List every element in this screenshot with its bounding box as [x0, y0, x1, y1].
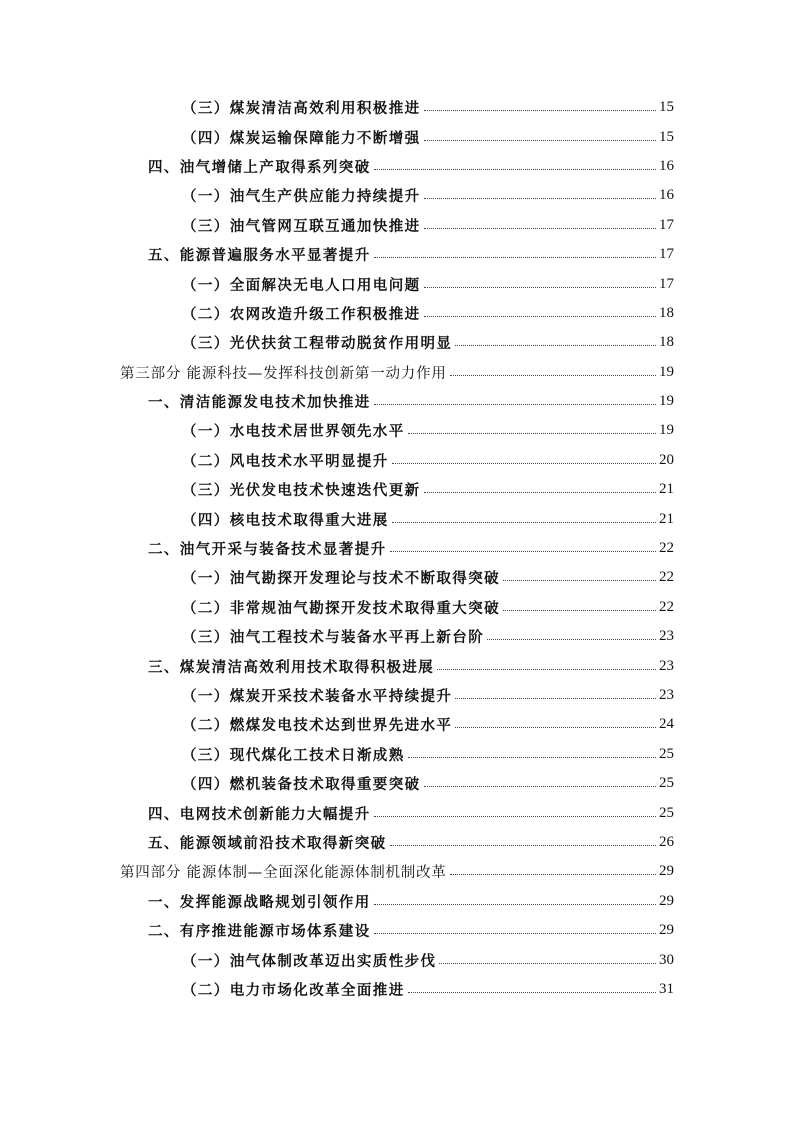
toc-subsection-entry[interactable] [0, 93, 674, 122]
toc-page-number: 15 [659, 128, 674, 145]
toc-subsection-entry[interactable] [0, 299, 674, 328]
toc-subsection-entry[interactable] [0, 681, 674, 710]
toc-entry-title: （二）电力市场化改革全面推进 [182, 981, 405, 999]
toc-subsection-entry[interactable] [0, 710, 674, 739]
toc-page-number: 30 [659, 951, 674, 968]
toc-entry-title: （二）农网改造升级工作积极推进 [182, 305, 421, 323]
toc-section-entry[interactable] [0, 152, 674, 181]
toc-section-entry[interactable] [0, 916, 674, 945]
toc-section-entry[interactable] [0, 887, 674, 916]
toc-entry-title: （三）现代煤化工技术日渐成熟 [182, 746, 405, 764]
toc-page-number: 16 [659, 187, 674, 204]
toc-entry-title: （三）油气工程技术与装备水平再上新台阶 [182, 629, 485, 647]
toc-entry-title: （二）非常规油气勘探开发技术取得重大突破 [182, 599, 500, 617]
toc-section-entry[interactable] [0, 651, 674, 680]
toc-entry-title: 四、油气增储上产取得系列突破 [148, 158, 371, 176]
toc-entry-title: 第三部分 能源科技—发挥科技创新第一动力作用 [120, 365, 447, 382]
toc-dot-leader [450, 874, 656, 875]
toc-entry-title: （一）油气勘探开发理论与技术不断取得突破 [182, 570, 500, 588]
toc-page-number: 17 [659, 216, 674, 233]
toc-dot-leader [390, 845, 657, 846]
toc-dot-leader [374, 816, 656, 817]
toc-dot-leader [455, 345, 656, 346]
toc-dot-leader [487, 639, 656, 640]
table-of-contents [0, 93, 794, 1004]
toc-page-number: 21 [659, 481, 674, 498]
toc-dot-leader [390, 551, 657, 552]
toc-page-number: 26 [659, 833, 674, 850]
toc-subsection-entry[interactable] [0, 740, 674, 769]
toc-subsection-entry[interactable] [0, 122, 674, 151]
toc-page-number: 24 [659, 716, 674, 733]
toc-dot-leader [424, 228, 657, 229]
toc-dot-leader [455, 698, 656, 699]
toc-dot-leader [437, 669, 656, 670]
toc-subsection-entry[interactable] [0, 269, 674, 298]
toc-entry-title: （一）油气体制改革迈出实质性步伐 [182, 952, 437, 970]
toc-subsection-entry[interactable] [0, 416, 674, 445]
toc-subsection-entry[interactable] [0, 211, 674, 240]
toc-page-number: 22 [659, 540, 674, 557]
toc-dot-leader [424, 786, 657, 787]
toc-entry-title: （一）煤炭开采技术装备水平持续提升 [182, 688, 453, 705]
toc-entry-title: 二、油气开采与装备技术显著提升 [148, 541, 387, 559]
toc-entry-title: （二）风电技术水平明显提升 [182, 452, 389, 470]
toc-page-number: 23 [659, 657, 674, 674]
toc-subsection-entry[interactable] [0, 328, 674, 357]
toc-page-number: 18 [659, 304, 674, 321]
toc-page-number: 15 [659, 99, 674, 116]
toc-section-entry[interactable] [0, 828, 674, 857]
toc-subsection-entry[interactable] [0, 593, 674, 622]
toc-entry-title: 一、清洁能源发电技术加快推进 [148, 394, 371, 412]
toc-page-number: 21 [659, 510, 674, 527]
toc-subsection-entry[interactable] [0, 475, 674, 504]
toc-dot-leader [392, 463, 656, 464]
toc-dot-leader [503, 610, 656, 611]
toc-dot-leader [424, 316, 657, 317]
toc-entry-title: 一、发挥能源战略规划引领作用 [148, 893, 371, 911]
toc-dot-leader [408, 992, 656, 993]
toc-entry-title: 三、煤炭清洁高效利用技术取得积极进展 [148, 658, 435, 676]
toc-entry-title: （三）光伏发电技术快速迭代更新 [182, 482, 421, 500]
toc-subsection-entry[interactable] [0, 181, 674, 210]
toc-page-number: 19 [659, 363, 674, 380]
toc-page-number: 29 [659, 863, 674, 880]
toc-page-number: 16 [659, 157, 674, 174]
toc-subsection-entry[interactable] [0, 769, 674, 798]
toc-page-number: 23 [659, 628, 674, 645]
toc-subsection-entry[interactable] [0, 945, 674, 974]
toc-dot-leader [424, 140, 657, 141]
toc-page-number: 22 [659, 598, 674, 615]
toc-subsection-entry[interactable] [0, 446, 674, 475]
toc-page-number: 31 [659, 980, 674, 997]
toc-dot-leader [424, 492, 657, 493]
toc-dot-leader [424, 287, 657, 288]
toc-page-number: 17 [659, 275, 674, 292]
toc-entry-title: 二、有序推进能源市场体系建设 [148, 923, 371, 941]
toc-page-number: 29 [659, 922, 674, 939]
toc-page-number: 19 [659, 422, 674, 439]
toc-dot-leader [374, 257, 656, 258]
toc-page-number: 25 [659, 775, 674, 792]
toc-entry-title: （二）燃煤发电技术达到世界先进水平 [182, 717, 453, 735]
toc-entry-title: 五、能源普遍服务水平显著提升 [148, 247, 371, 265]
toc-section-entry[interactable] [0, 240, 674, 269]
toc-subsection-entry[interactable] [0, 622, 674, 651]
toc-dot-leader [374, 933, 656, 934]
toc-subsection-entry[interactable] [0, 504, 674, 533]
toc-dot-leader [503, 580, 656, 581]
toc-entry-title: 五、能源领域前沿技术取得新突破 [148, 834, 387, 852]
toc-subsection-entry[interactable] [0, 563, 674, 592]
toc-dot-leader [374, 404, 656, 405]
toc-page-number: 17 [659, 246, 674, 263]
toc-entry-title: （一）水电技术居世界领先水平 [182, 423, 405, 441]
toc-page-number: 25 [659, 745, 674, 762]
toc-entry-title: （一）全面解决无电人口用电问题 [182, 276, 421, 294]
toc-part-entry[interactable] [0, 857, 674, 886]
toc-dot-leader [450, 375, 656, 376]
toc-entry-title: （四）核电技术取得重大进展 [182, 511, 389, 529]
toc-subsection-entry[interactable] [0, 975, 674, 1004]
toc-entry-title: （一）油气生产供应能力持续提升 [182, 188, 421, 206]
toc-dot-leader [439, 963, 656, 964]
toc-page-number: 29 [659, 892, 674, 909]
toc-entry-title: （四）煤炭运输保障能力不断增强 [182, 129, 421, 147]
toc-page-number: 18 [659, 334, 674, 351]
toc-section-entry[interactable] [0, 534, 674, 563]
toc-entry-title: 第四部分 能源体制—全面深化能源体制机制改革 [120, 865, 447, 882]
toc-dot-leader [424, 110, 657, 111]
toc-dot-leader [374, 169, 656, 170]
toc-entry-title: （三）光伏扶贫工程带动脱贫作用明显 [182, 335, 453, 353]
toc-page-number: 22 [659, 569, 674, 586]
toc-entry-title: 四、电网技术创新能力大幅提升 [148, 805, 371, 823]
toc-page-number: 20 [659, 451, 674, 468]
toc-part-entry[interactable] [0, 358, 674, 387]
toc-page-number: 19 [659, 393, 674, 410]
toc-entry-title: （三）油气管网互联互通加快推进 [182, 217, 421, 235]
toc-dot-leader [408, 433, 656, 434]
toc-section-entry[interactable] [0, 798, 674, 827]
toc-page-number: 23 [659, 687, 674, 703]
toc-page-number: 25 [659, 804, 674, 821]
toc-dot-leader [392, 522, 656, 523]
toc-dot-leader [424, 198, 657, 199]
toc-entry-title: （四）燃机装备技术取得重要突破 [182, 776, 421, 794]
toc-section-entry[interactable] [0, 387, 674, 416]
toc-entry-title: （三）煤炭清洁高效利用积极推进 [182, 100, 421, 118]
toc-dot-leader [455, 727, 656, 728]
toc-dot-leader [374, 904, 656, 905]
toc-dot-leader [408, 757, 656, 758]
